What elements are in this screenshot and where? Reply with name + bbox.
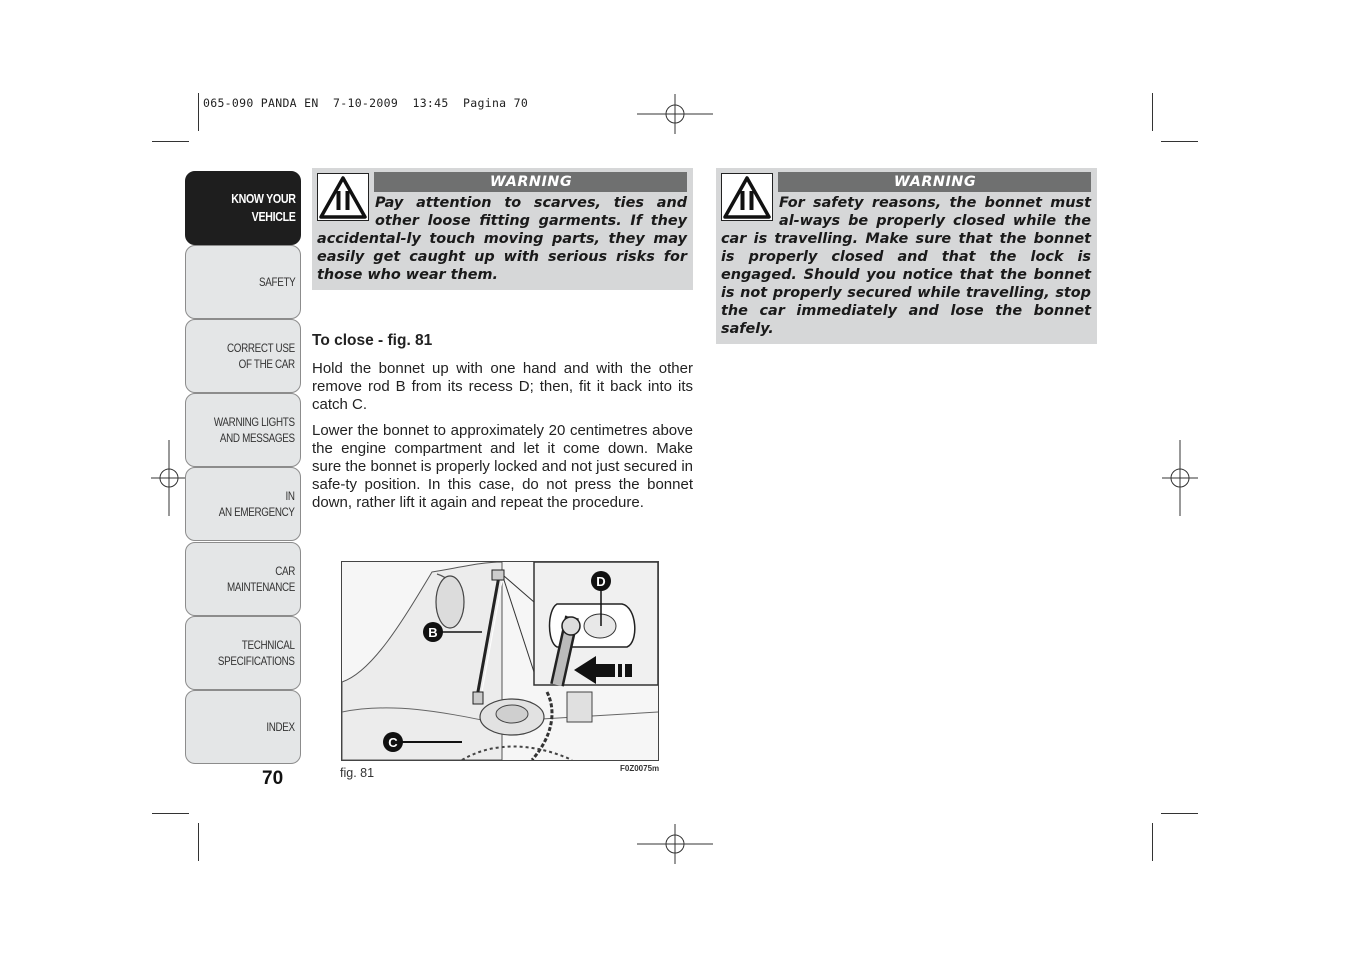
tab-car-maintenance[interactable]: CAR MAINTENANCE xyxy=(185,542,301,616)
warning-box-right xyxy=(716,168,1097,344)
registration-mark-left xyxy=(151,440,187,516)
callout-c: C xyxy=(388,735,398,750)
print-header: 065-090 PANDA EN 7-10-2009 13:45 Pagina 70 xyxy=(203,96,529,110)
tab-know-your-vehicle[interactable]: KNOW YOUR VEHICLE xyxy=(185,171,301,245)
registration-mark-bottom xyxy=(637,824,713,864)
tab-correct-use[interactable]: CORRECT USE OF THE CAR xyxy=(185,319,301,393)
section-body xyxy=(312,360,693,511)
callout-d: D xyxy=(596,574,606,589)
tab-warning-lights[interactable]: WARNING LIGHTS AND MESSAGES xyxy=(185,393,301,467)
warning-text: For safety reasons, the bonnet must al-ways be properly closed while the car is travelling. Make sure that the bonnet is properly closed and that the lock is engaged. Should you notice that the bonnet is not properly secured while travelling, stop the car immediately and lose the bonnet safely. xyxy=(721,195,1091,337)
figure-illustration xyxy=(341,561,659,761)
warning-title: WARNING xyxy=(778,172,1091,192)
figure-caption: fig. 81 xyxy=(340,766,375,780)
paragraph: Hold the bonnet up with one hand and with the other remove rod B from its recess D; then, fit it back into its catch C. xyxy=(312,360,693,413)
page-number: 70 xyxy=(262,768,284,789)
callout-b: B xyxy=(428,625,438,640)
warning-triangle-icon xyxy=(317,173,369,221)
paragraph: Lower the bonnet to approximately 20 centimetres above the engine compartment and let it come down. Make sure the bonnet is properly locked and not just secured in safe-ty position. In this case, do not press the bonnet down, rather lift it again and repeat the procedure. xyxy=(312,422,693,511)
figure-code: F0Z0075m xyxy=(620,764,660,773)
warning-box-left xyxy=(312,168,693,290)
warning-triangle-icon xyxy=(721,173,773,221)
tab-technical-specifications[interactable]: TECHNICAL SPECIFICATIONS xyxy=(185,616,301,690)
tab-safety[interactable]: SAFETY xyxy=(185,245,301,319)
registration-mark-right xyxy=(1162,440,1198,516)
warning-title: WARNING xyxy=(374,172,687,192)
tab-index[interactable]: INDEX xyxy=(185,690,301,764)
engine-bay-drawing xyxy=(342,562,658,760)
registration-mark-top xyxy=(637,94,713,134)
tab-in-an-emergency[interactable]: IN AN EMERGENCY xyxy=(185,467,301,541)
warning-text: Pay attention to scarves, ties and other loose fitting garments. If they accidental-ly touch moving parts, they may easily get caught up with serious risks for those who wear them. xyxy=(317,195,687,283)
section-heading: To close - fig. 81 xyxy=(312,332,433,349)
